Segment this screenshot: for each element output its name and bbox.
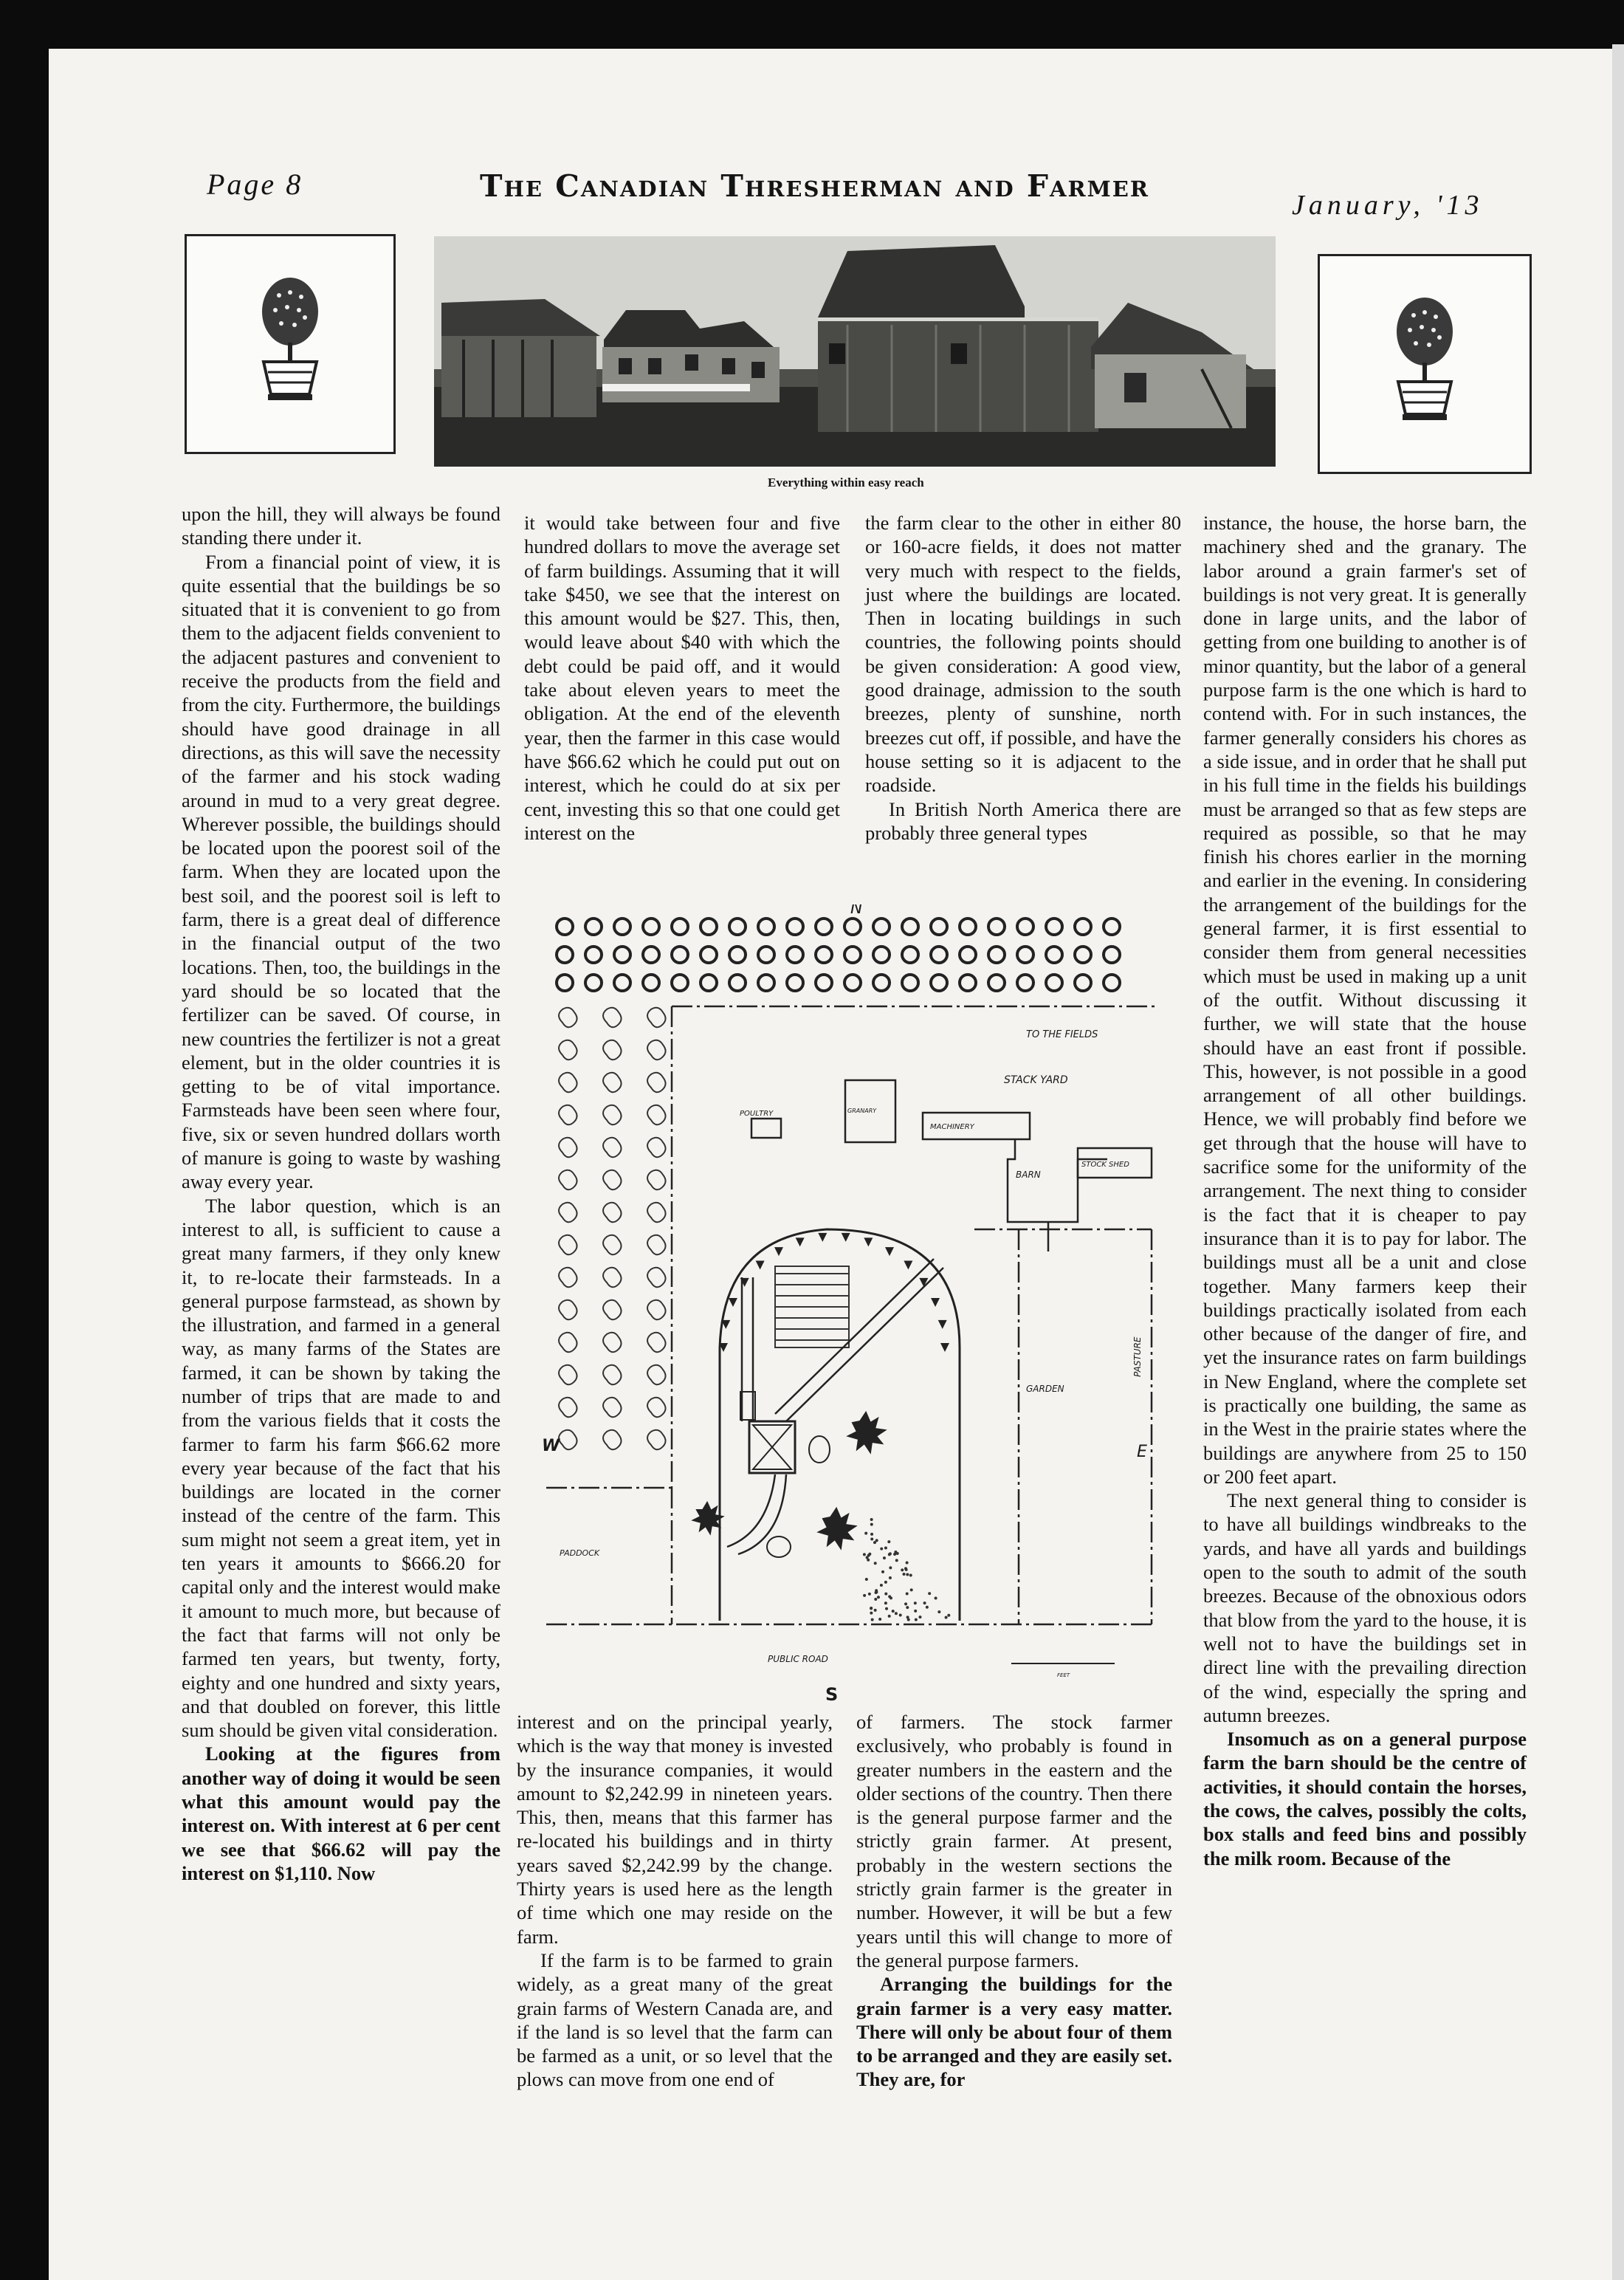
windbreak-tree-icon: [559, 1300, 577, 1320]
granary-label: GRANARY: [847, 1108, 877, 1114]
orchard-tree-icon: [729, 947, 746, 963]
paddock-label: PADDOCK: [560, 1548, 600, 1558]
stock-shed-label: STOCK SHED: [1081, 1161, 1129, 1169]
poultry-label: POULTRY: [740, 1110, 774, 1118]
orchard-tree-icon: [614, 947, 630, 963]
orchard-tree-icon: [758, 918, 774, 935]
windbreak-tree-icon: [603, 1365, 622, 1385]
article-column-2-top: [524, 511, 840, 845]
windbreak-tree-icon: [647, 1040, 666, 1060]
orchard-tree-icon: [758, 975, 774, 991]
orchard-tree-icon: [902, 918, 918, 935]
south-label: S: [825, 1684, 839, 1705]
windbreak-tree-icon: [603, 1170, 622, 1190]
orchard-tree-icon: [931, 947, 947, 963]
windbreak-tree-icon: [603, 1235, 622, 1255]
windbreak-tree-icon: [647, 1203, 666, 1223]
windbreak-tree-icon: [559, 1073, 577, 1093]
orchard-tree-icon: [1017, 975, 1033, 991]
orchard-tree-icon: [816, 947, 832, 963]
windbreak-tree-icon: [603, 1073, 622, 1093]
topiary-icon: [187, 236, 393, 452]
article-column-4: [1203, 511, 1527, 1870]
to-fields-label: TO THE FIELDS: [1026, 1029, 1098, 1040]
windbreak-tree-icon: [559, 1333, 577, 1353]
orchard-trees: [557, 918, 1120, 991]
orchard-tree-icon: [557, 918, 573, 935]
scale-feet-label: FEET: [1057, 1672, 1070, 1678]
topiary-icon: [1320, 256, 1530, 472]
windbreak-tree-icon: [603, 1008, 622, 1028]
hedge-shrub-icon: [864, 1237, 873, 1246]
windbreak-tree-icon: [647, 1365, 666, 1385]
orchard-tree-icon: [585, 975, 602, 991]
windbreak-tree-icon: [647, 1073, 666, 1093]
orchard-tree-icon: [701, 975, 717, 991]
hedge-shrub-icon: [940, 1343, 949, 1352]
orchard-tree-icon: [557, 947, 573, 963]
orchard-tree-icon: [672, 918, 688, 935]
orchard-tree-icon: [701, 918, 717, 935]
hedge-shrub-icon: [904, 1261, 912, 1270]
hedge-shrub-icon: [774, 1247, 783, 1256]
windbreak-tree-icon: [603, 1398, 622, 1418]
orchard-tree-icon: [960, 918, 976, 935]
orchard-tree-icon: [816, 918, 832, 935]
paragraph: Insomuch as on a general purpose farm the barn should be the centre of activities, it should contain the horses, the cows, the calves, possibly the colts, box stalls and feed bins and possibly the milk room. Because of the: [1203, 1728, 1527, 1869]
windbreak-tree-icon: [603, 1333, 622, 1353]
windbreak-tree-icon: [647, 1235, 666, 1255]
topiary-ornament-right: [1318, 254, 1532, 474]
orchard-tree-icon: [643, 947, 659, 963]
orchard-tree-icon: [844, 947, 861, 963]
north-label: N: [850, 904, 863, 918]
orchard-tree-icon: [988, 947, 1005, 963]
paragraph: Arranging the buildings for the grain farmer is a very easy matter. There will only be about four of them to be arranged and they are easily set. They are, for: [856, 1973, 1172, 2091]
windbreak-tree-icon: [559, 1268, 577, 1288]
orchard-tree-icon: [1104, 918, 1120, 935]
hedge-shrub-icon: [796, 1237, 805, 1246]
paragraph: From a financial point of view, it is quite essential that the buildings be so situated that it is convenient to go from them to the adjacent fields convenient to the adjacent pastures and convenient to receive the products from the field and from the city. Furthermore, the buildings should have good drainage in all directions, as this will save the necessity of the farmer and his stock wading around in mud to a very great degree. Wherever possible, the buildings should be located upon the poorest soil of the farm. When they are located upon the best soil, and the poorest soil is left to farm, there is a great deal of difference in the financial output of the two locations. Then, too, the buildings in the yard should be so located that the fertilizer can be saved. Of course, in new countries the fertilizer is not a great element, but in the older countries it is getting to be of vital importance. Farmsteads have been seen where four, five, six or seven hundred dollars worth of manure is going to waste by washing away every year.: [182, 550, 500, 1193]
windbreak-tree-icon: [647, 1398, 666, 1418]
orchard-tree-icon: [1075, 947, 1091, 963]
windbreak-tree-icon: [559, 1398, 577, 1418]
farmstead-photo: [434, 236, 1276, 467]
article-column-3-bottom: [856, 1710, 1172, 2092]
windbreak-tree-icon: [603, 1300, 622, 1320]
orchard-tree-icon: [816, 975, 832, 991]
article-column-1: [182, 502, 500, 1885]
orchard-tree-icon: [787, 918, 803, 935]
hedge-shrub-icon: [818, 1233, 827, 1242]
windbreak-tree-icon: [603, 1203, 622, 1223]
page-edge: [1612, 44, 1624, 2280]
windbreak-tree-icon: [647, 1138, 666, 1158]
machinery-label: MACHINERY: [930, 1123, 974, 1131]
hedge-shrub-icon: [729, 1298, 737, 1307]
orchard-tree-icon: [1075, 975, 1091, 991]
plan-drawing: [531, 904, 1174, 1709]
orchard-tree-icon: [643, 975, 659, 991]
orchard-tree-icon: [585, 947, 602, 963]
orchard-tree-icon: [643, 918, 659, 935]
page-number: Page 8: [207, 168, 303, 201]
issue-date: January, '13: [1292, 190, 1484, 221]
public-road-label: PUBLIC ROAD: [768, 1654, 828, 1664]
orchard-tree-icon: [729, 975, 746, 991]
windbreak-tree-icon: [603, 1105, 622, 1125]
orchard-tree-icon: [873, 975, 890, 991]
orchard-tree-icon: [1046, 947, 1062, 963]
orchard-tree-icon: [844, 975, 861, 991]
orchard-tree-icon: [873, 918, 890, 935]
garden-label: GARDEN: [1026, 1384, 1064, 1394]
farmstead-plan-diagram: [531, 904, 1174, 1709]
orchard-tree-icon: [931, 975, 947, 991]
hedge-shrub-icon: [931, 1298, 940, 1307]
paragraph: The next general thing to consider is to have all buildings windbreaks to the yards, and have all yards and buildings open to the south to admit of the south breezes. Because of the obnoxious odors that blow from the yard to the house, it is well not to have the buildings set in direct line with the prevailing direction of the wind, especially the spring and autumn breezes.: [1203, 1489, 1527, 1726]
orchard-tree-icon: [1017, 947, 1033, 963]
orchard-tree-icon: [1075, 918, 1091, 935]
windbreak-tree-icon: [603, 1268, 622, 1288]
orchard-tree-icon: [1104, 975, 1120, 991]
windbreak-tree-icon: [603, 1040, 622, 1060]
east-label: E: [1137, 1443, 1147, 1461]
orchard-tree-icon: [1046, 918, 1062, 935]
poultry-house: [751, 1119, 781, 1138]
orchard-tree-icon: [988, 918, 1005, 935]
orchard-tree-icon: [844, 918, 861, 935]
hedge-shrub-icon: [938, 1320, 947, 1329]
windbreak-tree-icon: [647, 1170, 666, 1190]
orchard-tree-icon: [902, 947, 918, 963]
orchard-tree-icon: [614, 975, 630, 991]
hedge-shrub-icon: [919, 1278, 928, 1287]
article-column-3-top: [865, 511, 1181, 845]
orchard-tree-icon: [1104, 947, 1120, 963]
windbreak-tree-icon: [647, 1008, 666, 1028]
paragraph: The labor question, which is an interest to all, is sufficient to cause a great many farmers, if they only knew it, to re-locate their farmsteads. In a general purpose farmstead, as shown by the illustration, and farmed in a general way, as many farms of the States are farmed, it can be shown by taking the number of trips that are made to and from the various fields that it costs the farmer to farm his farm $66.62 more every year because of the fact that his buildings are located in the corner instead of the centre of the farm. This sum might not seem a great item, yet in ten years it amounts to $666.20 for capital only and the interest would make it amount to much more, but because of the fact that farms will not only be farmed ten years, but twenty, forty, eighty and one hundred and sixty years, and that doubled on forever, this little sum should be given vital consideration.: [182, 1194, 500, 1742]
pasture-label: PASTURE: [1132, 1336, 1143, 1377]
orchard-tree-icon: [1046, 975, 1062, 991]
windbreak-tree-icon: [603, 1138, 622, 1158]
orchard-tree-icon: [988, 975, 1005, 991]
masthead-title: The Canadian Thresherman and Farmer: [480, 168, 1149, 204]
windbreak-trees: [559, 1008, 666, 1450]
paragraph: If the farm is to be farmed to grain widely, as a great many of the great grain farms of Western Canada are, and if the land is so level that the farm can be farmed as a unit, or so level that the plows can move from one end of: [517, 1948, 833, 2091]
windbreak-tree-icon: [559, 1365, 577, 1385]
hedge-shrub-icon: [842, 1233, 850, 1242]
windbreak-tree-icon: [559, 1138, 577, 1158]
orchard-tree-icon: [672, 975, 688, 991]
paragraph: instance, the house, the horse barn, the machinery shed and the granary. The labor around a grain farmer's set of buildings is not very great. It is generally done in large units, and the labor of getting from one building to another is of minor quantity, but the labor of a general purpose farm is the one which is hard to contend with. For in such instances, the farmer generally considers his chores as a side issue, and in order that he shall put in his full time in the fields his buildings must be arranged so that as few steps are required as possible, so that he may finish his chores earlier in the morning and earlier in the evening. In considering the arrangement of the buildings for the general farmer, it is first essential to consider them from general necessities which must be used in making up a unit of the outfit. Without discussing it further, we will state that the house should have an east front if possible. This, however, is not possible in a good arrangement of all other buildings. Hence, we will probably find before we get through that the house will have to sacrifice some for the uniformity of the arrangement. The next thing to consider is the fact that it is cheaper to pay insurance than it is to pay for labor. The buildings must all be a unit and close together. Many farmers keep their buildings practically isolated from each other because of the danger of fire, and yet the insurance rates on farm buildings in New England, where the complete set is practically one building, the same as in the West in the prairie states where the buildings are anywhere from 25 to 150 or 200 feet apart.: [1203, 512, 1527, 1488]
paragraph: Looking at the figures from another way of doing it would be seen what this amount would pay the interest on. With interest at 6 per cent we see that $66.62 will pay the interest on $1,110. Now: [182, 1742, 500, 1884]
stack-yard-label: STACK YARD: [1004, 1074, 1068, 1086]
windbreak-tree-icon: [559, 1170, 577, 1190]
orchard-tree-icon: [729, 918, 746, 935]
west-label: W: [542, 1437, 560, 1455]
windbreak-tree-icon: [647, 1300, 666, 1320]
orchard-tree-icon: [960, 975, 976, 991]
barn-building: [1008, 1139, 1107, 1222]
orchard-tree-icon: [902, 975, 918, 991]
orchard-tree-icon: [787, 947, 803, 963]
windbreak-tree-icon: [603, 1430, 622, 1450]
windbreak-tree-icon: [647, 1268, 666, 1288]
barn-label: BARN: [1016, 1170, 1041, 1180]
windbreak-tree-icon: [647, 1430, 666, 1450]
windbreak-tree-icon: [559, 1203, 577, 1223]
paragraph: it would take between four and five hundred dollars to move the average set of farm buildings. Assuming that it will take $450, we see that the interest on this amount would be $27. This, then, would leave about $40 with which the debt could be paid off, and it would take about eleven years to meet the obligation. At the end of the eleventh year, then the farmer in this case would have $66.62 which he could put out on interest, which he could do at six per cent, investing this so that one could get interest on the: [524, 512, 840, 844]
orchard-tree-icon: [585, 918, 602, 935]
paragraph: the farm clear to the other in either 80 or 160-acre fields, it does not matter very much with respect to the fields, just where the buildings are located. Then in locating buildings in such countries, the following points should be given consideration: A good view, good drainage, admission to the south breezes, plenty of sunshine, north breezes cut off, if possible, and have the house setting so it is adjacent to the roadside.: [865, 512, 1181, 797]
orchard-tree-icon: [672, 947, 688, 963]
orchard-tree-icon: [614, 918, 630, 935]
farm-buildings-image: [434, 236, 1276, 467]
windbreak-tree-icon: [559, 1105, 577, 1125]
windbreak-tree-icon: [647, 1333, 666, 1353]
orchard-tree-icon: [960, 947, 976, 963]
windbreak-tree-icon: [559, 1430, 577, 1450]
windbreak-tree-icon: [559, 1040, 577, 1060]
orchard-tree-icon: [1017, 918, 1033, 935]
article-column-2-bottom: [517, 1710, 833, 2092]
orchard-tree-icon: [931, 918, 947, 935]
hedge-shrub-icon: [885, 1247, 894, 1256]
topiary-ornament-left: [185, 234, 396, 454]
orchard-tree-icon: [758, 947, 774, 963]
photo-caption: Everything within easy reach: [768, 475, 924, 490]
hedge-shrub-icon: [756, 1261, 765, 1270]
paragraph: In British North America there are probably three general types: [865, 797, 1181, 844]
orchard-tree-icon: [873, 947, 890, 963]
orchard-tree-icon: [557, 975, 573, 991]
windbreak-tree-icon: [559, 1008, 577, 1028]
windbreak-tree-icon: [559, 1235, 577, 1255]
paragraph: interest and on the principal yearly, which is the way that money is invested by the insurance companies, it would amount to $2,242.99 in nineteen years. This, then, means that this farmer has re-located his buildings and in thirty years saved $2,242.99 by the change. Thirty years is used here as the length of time which one may reside on the farm.: [517, 1711, 833, 1948]
orchard-tree-icon: [701, 947, 717, 963]
orchard-tree-icon: [787, 975, 803, 991]
paragraph: upon the hill, they will always be found standing there under it.: [182, 503, 500, 549]
windbreak-tree-icon: [647, 1105, 666, 1125]
paragraph: of farmers. The stock farmer exclusively, who probably is found in greater numbers in the eastern and the older sections of the country. Then there is the general purpose farmer and the strictly grain farmer. At present, probably in the western sections the strictly grain farmer is the greater in number. However, it will be but a few years until this will change to more of the general purpose farmers.: [856, 1711, 1172, 1971]
